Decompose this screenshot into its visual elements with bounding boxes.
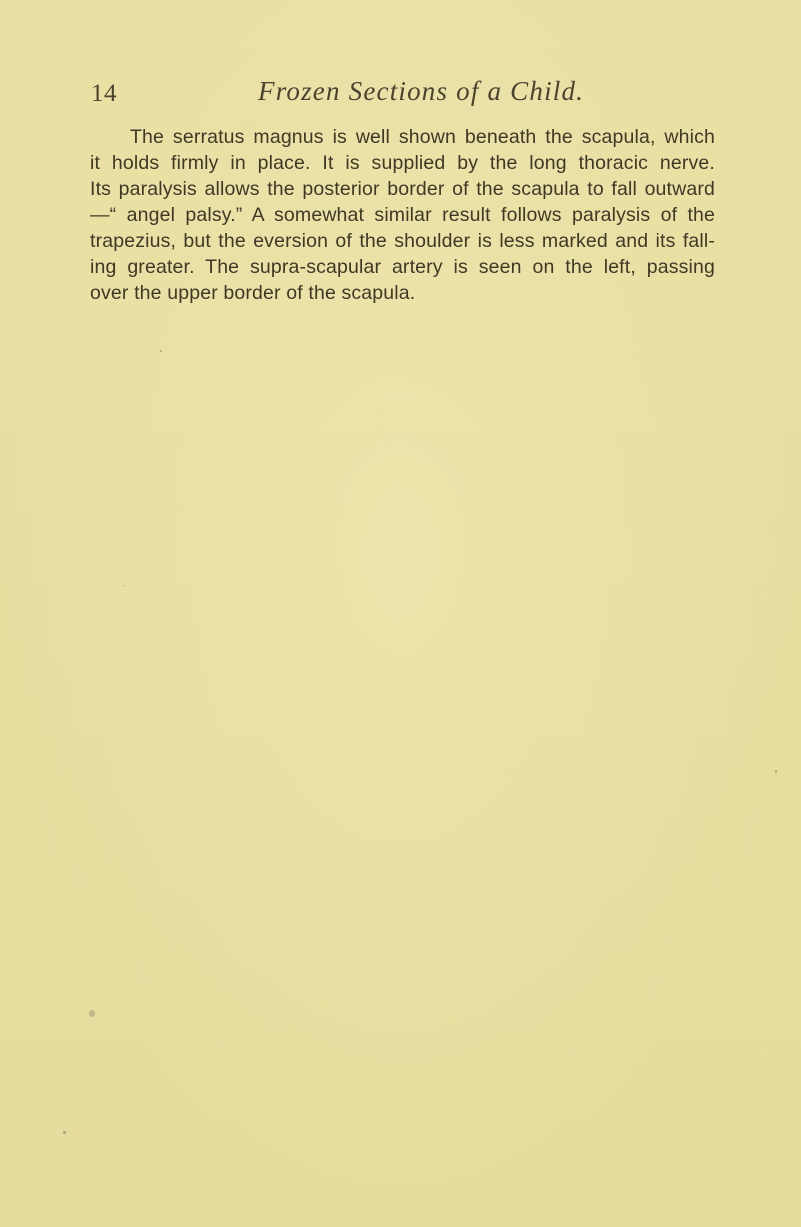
paragraph-line: trapezius, but the eversion of the shoulder is less marked and its fall-: [90, 230, 715, 252]
paper-speck: [123, 585, 126, 586]
running-title: Frozen Sections of a Child.: [258, 76, 585, 106]
paper-speck: [63, 1131, 66, 1134]
paragraph-line: Its paralysis allows the posterior border of the scapula to fall outward: [90, 178, 715, 200]
body-paragraph: [90, 124, 715, 306]
paragraph-line: over the upper border of the scapula.: [90, 282, 416, 304]
paragraph-line: The serratus magnus is well shown beneath the scapula, which: [130, 126, 715, 148]
paragraph-line: it holds firmly in place. It is supplied by the long thoracic nerve.: [90, 152, 715, 174]
paper-speck: [89, 1010, 95, 1017]
paragraph-line: —“ angel palsy.” A somewhat similar result follows paralysis of the: [90, 204, 715, 226]
paper-speck: [775, 770, 777, 773]
running-head: [91, 76, 711, 110]
page-number: 14: [91, 80, 117, 107]
paragraph-line: ing greater. The supra-scapular artery is seen on the left, passing: [90, 256, 715, 278]
paper-speck: [160, 350, 162, 352]
